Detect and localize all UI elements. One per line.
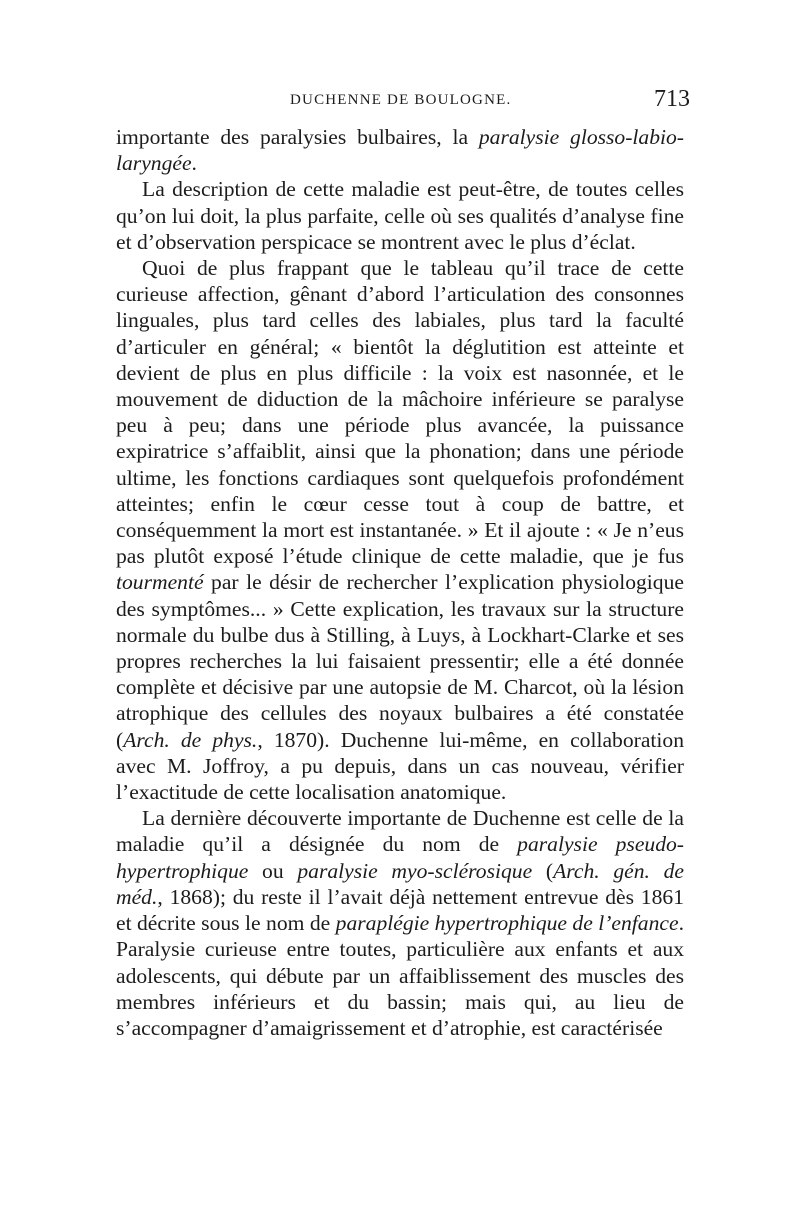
- running-title: DUCHENNE DE BOULOGNE.: [290, 92, 512, 108]
- italic-citation: Arch. de phys.: [123, 727, 258, 752]
- body-text: [116, 124, 684, 1041]
- text-run: par le désir de rechercher l’explication physiologique des symptômes... » Cette explication, les travaux sur la structure normale du bulbe dus à Stilling, à Luys, à Lockhart-Clarke et ses propres recherches la lui faisaient pressentir; elle a été donnée complète et décisive par une autopsie de M. Charcot, où la lésion atrophique des cellules des noyaux bulbaires a été constatée (: [116, 570, 684, 752]
- text-run: , 1868); du reste il l’avait déjà nettement entrevue dès 1861 et décrite sous le nom de: [116, 884, 684, 936]
- text-run: , 1870). Duchenne lui-même, en collaboration avec M. Joffroy, a pu depuis, dans un cas nouveau, vérifier l’exactitude de cette localisation anatomique.: [116, 727, 685, 805]
- italic-term: paralysie myo-sclérosique: [297, 858, 533, 883]
- italic-term: paraplégie hypertrophique de l’enfance: [335, 911, 679, 936]
- paragraph-4: [116, 805, 684, 1041]
- paragraph-2: [116, 176, 684, 255]
- page-number: 713: [654, 86, 690, 112]
- italic-term: tourmenté: [116, 570, 204, 595]
- text-run: importante des paralysies bulbaires, la: [116, 125, 479, 149]
- text-run: La dernière découverte importante de Duchenne est celle de la maladie qu’il a désignée du nom de: [116, 806, 684, 857]
- text-run: La description de cette maladie est peut-être, de toutes celles qu’on lui doit, la plus parfaite, celle où ses qualités d’analyse fine et d’observation perspicace se montrent avec le plus d’éclat.: [116, 177, 684, 254]
- text-run: .: [191, 151, 197, 176]
- paragraph-1: [116, 124, 684, 176]
- text-run: . Paralysie curieuse entre toutes, particulière aux enfants et aux adolescents, qui débute par un affaiblissement des muscles des membres inférieurs et du bassin; mais qui, au lieu de s’accompagner d’amaigrissement et d’atrophie, est caractérisée: [116, 911, 684, 1040]
- text-run: Quoi de plus frappant que le tableau qu’il trace de cette curieuse affection, gênant d’abord l’articulation des consonnes linguales, plus tard celles des labiales, plus tard la faculté d’articuler en général; « bientôt la déglutition est atteinte et devient de plus en plus difficile : la voix est nasonnée, et le mouvement de diduction de la mâchoire inférieure se paralyse peu à peu; dans une période plus avancée, la puissance expiratrice s’affaiblit, ainsi que la phonation; dans une période ultime, les fonctions cardiaques sont quelquefois profondément atteintes; enfin le cœur cesse tout à coup de battre, et conséquemment la mort est instantanée. » Et il ajoute : « Je n’eus pas plutôt exposé l’étude clinique de cette maladie, que je fus: [116, 256, 684, 569]
- italic-term: paralysie pseudo-hypertrophique: [116, 832, 684, 883]
- italic-term: paralysie glosso-labio-laryngée: [116, 125, 684, 176]
- italic-citation: Arch. gén. de méd.: [116, 858, 685, 909]
- text-run: (: [532, 858, 554, 883]
- text-run: ou: [248, 858, 298, 883]
- paragraph-3: [116, 255, 684, 805]
